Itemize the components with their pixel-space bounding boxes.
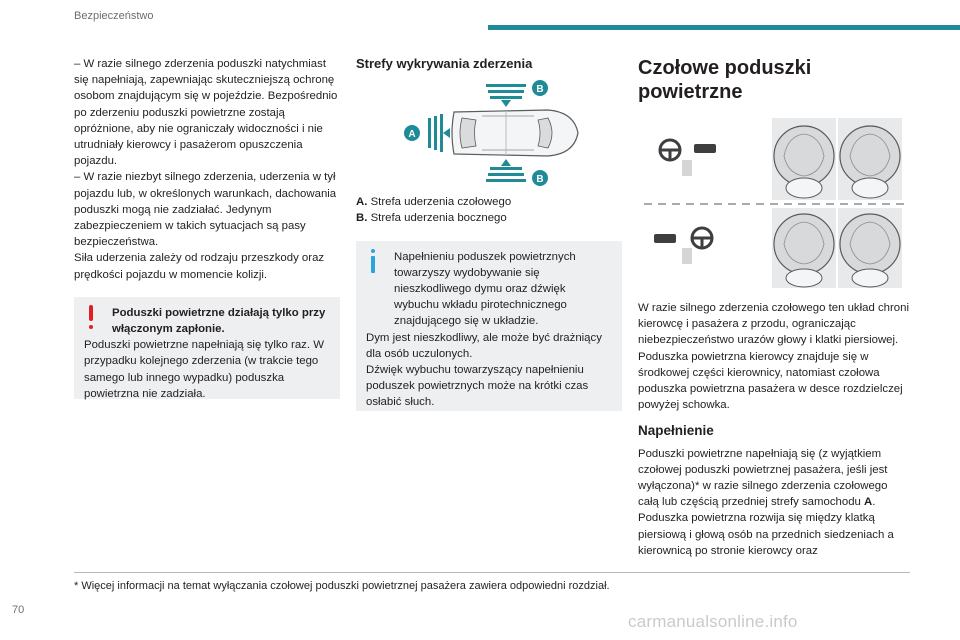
warning-icon [86,305,96,331]
column-left [74,56,340,399]
subsection-heading: Napełnienie [638,423,714,439]
section-heading: Strefy wykrywania zderzenia [356,56,533,71]
legend-item-a: A. Strefa uderzenia czołowego [356,196,512,209]
zone-b-badge-top: B [536,84,544,96]
info-icon [368,249,378,275]
legend-item-b: B. Strefa uderzenia bocznego [356,212,507,225]
paragraph: W razie silnego zderzenia czołowego ten układ chroni kierowcę i pasażera z przodu, ograniczając niebezpieczeństwo urazów głowy i klatki piersiowej. [638,302,909,347]
paragraph: – W razie silnego zderzenia poduszki natychmiast się napełniają, zapewniając skuteczniejszą ochronę osobom znajdującym się w pojeździe. Bezpośrednio po zderzeniu poduszki powietrzne zostają opróżnione, aby nie ograniczały widoczności i nie utrudniały kierowcy i pasażerom opuszczenia pojazdu. [74,58,338,168]
section-title: Bezpieczeństwo [74,10,154,22]
zone-b-badge-bottom: B [536,174,544,186]
page-number: 70 [12,604,25,616]
info-text: Dźwięk wybuchu towarzyszący napełnieniu poduszek powietrznych może na krótki czas osłabić słuch. [366,364,589,409]
warning-text: Poduszki powietrzne napełniają się tylko raz. W przypadku kolejnego zderzenia (w trakcie tego samego lub innego wypadku) poduszka powietrzna nie zadziała. [84,339,324,400]
paragraph: – W razie niezbyt silnego zderzenia, uderzenia w tył pojazdu lub, w określonych warunkach, dachowania poduszki mogą nie zadziałać. Jedynym zabezpieczeniem w takich sytuacjach są pasy bezpieczeństwa. [74,171,337,249]
footnote-divider [74,572,910,573]
collision-zones-diagram [398,78,598,188]
column-right [638,56,910,559]
airbag-head-icon [772,118,836,200]
info-text: Napełnieniu poduszek powietrznych towarzyszy wydobywanie się nieszkodliwego dymu oraz dźwięk wybuchu wkładu pirotechnicznego znajdującego się w układzie. [394,250,576,328]
warning-title: Poduszki powietrzne działają tylko przy włączonym zapłonie. [112,306,326,336]
info-box [356,241,622,411]
paragraph: Siła uderzenia zależy od rodzaju przeszkody oraz prędkości pojazdu w momencie kolizji. [74,252,325,281]
header-accent-bar [488,25,960,30]
info-text: Dym jest nieszkodliwy, ale może być drażniący dla osób uczulonych. [366,331,602,360]
dashboard-lhd-icon [648,130,742,180]
paragraph: Poduszka powietrzna kierowcy znajduje się w środkowej części kierownicy, natomiast czołowa poduszka powietrzna pasażera w desce rozdzielczej powyżej schowka. [638,350,903,412]
airbag-head-icon [772,208,836,288]
paragraph: Poduszki powietrzne napełniają się (z wyjątkiem czołowej poduszki powietrznej pasażera, jeśli jest wyłączona)* w razie silnego zderzenia czołowego całą lub częścią przedniej strefy samochodu A. [638,447,888,509]
warning-box [74,297,340,399]
airbag-head-icon [838,208,902,288]
chapter-heading: Czołowe poduszki powietrzne [638,57,812,103]
footnote: * Więcej informacji na temat wyłączania czołowej poduszki powietrznej pasażera zawiera odpowiedni rozdział. [74,580,610,592]
car-top-view-icon [452,110,578,156]
airbag-head-icon [838,118,902,200]
watermark: carmanualsonline.info [628,612,798,631]
zone-a-badge: A [408,129,416,141]
column-middle [356,56,622,411]
frontal-airbags-diagram [644,118,904,288]
paragraph: Poduszka powietrzna rozwija się między klatką piersiową i głową osób na przednich siedzeniach a kierownicą po stronie kierowcy oraz [638,512,894,557]
dashboard-rhd-icon [648,218,742,268]
